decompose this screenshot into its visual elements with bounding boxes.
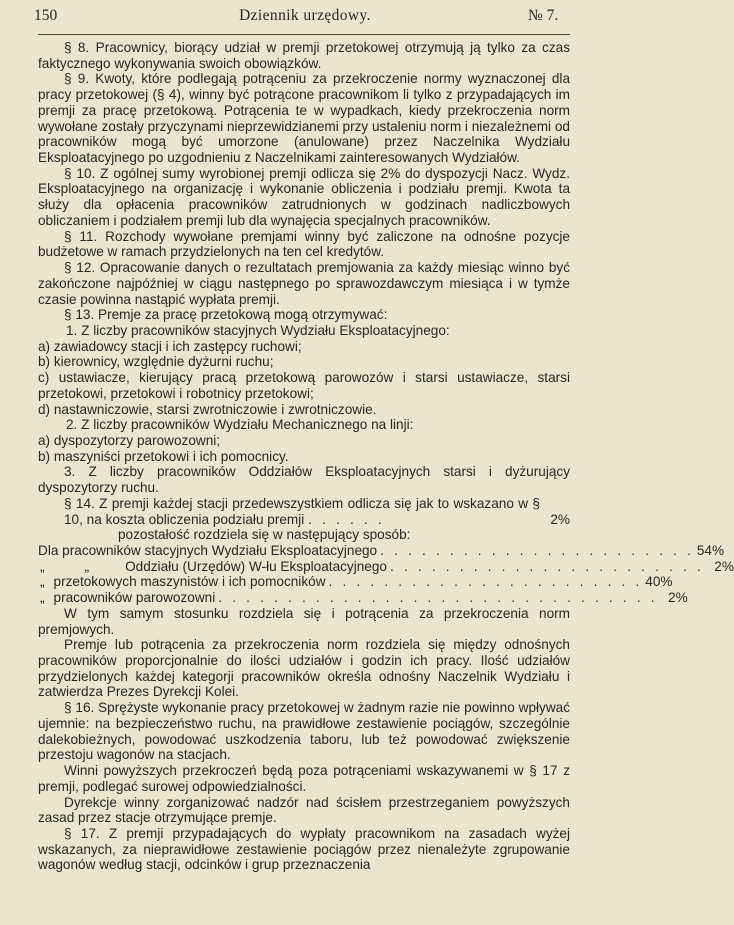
paragraph-11: § 11. Rozchody wywołane premjami winny być zaliczone na odnośne pozycje budżetowe w ramach przydzielonych na ten cel kredytów. (38, 228, 570, 260)
paragraph-17: § 17. Z premji przypadających do wypłaty pracownikom na zasadach wyżej wskazanych, za nieprawidłowe zestawienie pociągów przez nienależyte zgrupowanie wagonów według stacji, odcinków i grup przeznaczenia (38, 825, 570, 873)
paragraph-9: § 9. Kwoty, które podlegają potrąceniu za przekroczenie normy wyznaczonej dla pracy przetokowej (§ 4), winny być potrącone pracownikom li tylko z przypadających im premji za pracę przetokową. Potrącenia te w wypadkach, kiedy przekroczenia norm wywołane zostały przyczynami nieprzewidzianemi przy ustaleniu norm i niezależnemi od pracowników mogą być umorzone (anulowane) przez Naczelnika Wydziału Eksploatacyjnego po uzgodnieniu z Naczelnikami zainteresowanych Wydziałów. (38, 71, 570, 166)
list-item: d) nastawniczowie, starsi zwrotniczowie i zwrotniczowie. (38, 401, 377, 417)
list-item: b) maszyniści przetokowi i ich pomocnicy. (38, 448, 289, 464)
dot-leader: . . . . . . . . . . . . . . . . . . . . . . . (328, 574, 643, 590)
distribution-value: 54% (696, 543, 725, 558)
paragraph-12: § 12. Opracowanie danych o rezultatach premjowania za każdy miesiąc winno być zakończone najpóźniej w ciągu następnego po sprawozdawczym miesiąca i w tymże czasie powinna nastąpić wypłata premji. (38, 260, 570, 307)
distribution-row (38, 574, 673, 590)
distribution-label: Dla pracowników stacyjnych Wydziału Eksploatacyjnego (38, 543, 378, 558)
paragraph-16-liability: Winni powyższych przekroczeń będą poza potrąceniami wskazywanemi w § 17 z premji, podlegać surowej odpowiedzialności. (38, 763, 570, 794)
document-body (38, 40, 734, 873)
paragraph-16: § 16. Sprężyste wykonanie pracy przetokowej w żadnym razie nie powinno wpływać ujemnie: na bezpieczeństwo ruchu, na prawidłowe zestawienie pociągów, szczególnie dalekobieżnych, powodować uszkodzenia taboru, lub też powodować zwiększenie przestoju wagonów na stacjach. (38, 700, 570, 763)
dot-leader: . . . . . . . . . . . . . . . . . . . . . . . . . . . . . . . . (218, 590, 658, 606)
paragraph-8: § 8. Pracownicy, biorący udział w premji przetokowej otrzymują ją tylko za czas faktycznego wykonywania swoich obowiązków. (38, 40, 570, 71)
list-item: 1. Z liczby pracowników stacyjnych Wydziału Eksploatacyjnego: (66, 322, 450, 338)
journal-title: Dziennik urzędowy. (239, 7, 371, 24)
list-item: 2. Z liczby pracowników Wydziału Mechanicznego na linji: (66, 417, 414, 433)
distribution-label: przetokowych maszynistów i ich pomocników (53, 574, 326, 590)
list-item: c) ustawiacze, kierujący pracą przetokową parowozów i starsi ustawiacze, starsi przetokowi, przetokowi i robotnicy przetokowi; (38, 370, 570, 401)
paragraph-15: Premje lub potrącenia za przekroczenia norm rozdziela się między odnośnych pracowników proporcjonalnie do ilości udziałów i godzin ich pracy. Ilość udziałów przydzielonych każdej kategorji pracowników określa odnośny Naczelnik Wydziału i zatwierdza Prezes Dyrekcji Kolei. (38, 637, 570, 700)
paragraph-10: § 10. Z ogólnej sumy wyrobionej premji odlicza się 2% do dyspozycji Nacz. Wydz. Eksploatacyjnego na organizację i wykonanie obliczenia i podziału premji. Kwota ta służy dla opłacenia pracowników zatrudnionych w godzinach nadliczbowych obliczaniem i podziałem premji lub dla wynajęcia specjalnych pracowników. (38, 165, 570, 228)
paragraph-14-remainder: pozostałość rozdziela się w następujący sposób: (118, 527, 411, 543)
distribution-value: 40% (645, 574, 673, 590)
paragraph-13: § 13. Premje za pracę przetokową mogą otrzymywać: (64, 307, 388, 323)
list-item: a) dyspozytorzy parowozowni; (38, 432, 221, 448)
distribution-value: 2% (668, 590, 688, 606)
paragraph-14-deductions: W tym samym stosunku rozdziela się i potrącenia za przekroczenia norm premjowych. (38, 605, 570, 637)
header-rule (38, 34, 570, 35)
paragraph-14-text: § 14. Z premji każdej stacji przedewszystkiem odlicza się jak to wskazano w § 10, na koszta obliczenia podziału premji (64, 495, 540, 527)
list-item: b) kierownicy, względnie dyżurni ruchu; (38, 354, 274, 370)
distribution-value: 2% (550, 511, 570, 527)
dot-leader: . . . . . . . . . . . . . . . . . . . . . . . (389, 558, 704, 574)
ditto-mark: „ (40, 558, 45, 574)
ditto-mark: „ (40, 590, 45, 606)
ditto-mark: „ (40, 574, 45, 590)
distribution-label: Oddziału (Urzędów) W-łu Eksploatacyjnego (125, 558, 387, 574)
issue-number: № 7. (528, 7, 559, 24)
page-number: 150 (34, 7, 58, 24)
paragraph-16-supervision: Dyrekcje winny zorganizować nadzór nad ścisłem przestrzeganiem powyższych zasad przez stacje otrzymujące premje. (38, 794, 570, 826)
paragraph-14 (38, 496, 570, 527)
distribution-row (38, 543, 725, 559)
distribution-row (38, 558, 734, 575)
distribution-value: 2% (714, 558, 734, 574)
distribution-row (38, 590, 688, 606)
dot-leader: . . . . . . (308, 511, 385, 527)
distribution-label: pracowników parowozowni (53, 590, 216, 606)
ditto-mark: „ (84, 558, 90, 574)
list-item: 3. Z liczby pracowników Oddziałów Eksploatacyjnych starsi i dyżurujący dyspozytorzy ruchu. (38, 464, 570, 496)
dot-leader: . . . . . . . . . . . . . . . . . . . . . . . (380, 543, 695, 558)
list-item: a) zawiadowcy stacji i ich zastępcy ruchowi; (38, 338, 302, 354)
